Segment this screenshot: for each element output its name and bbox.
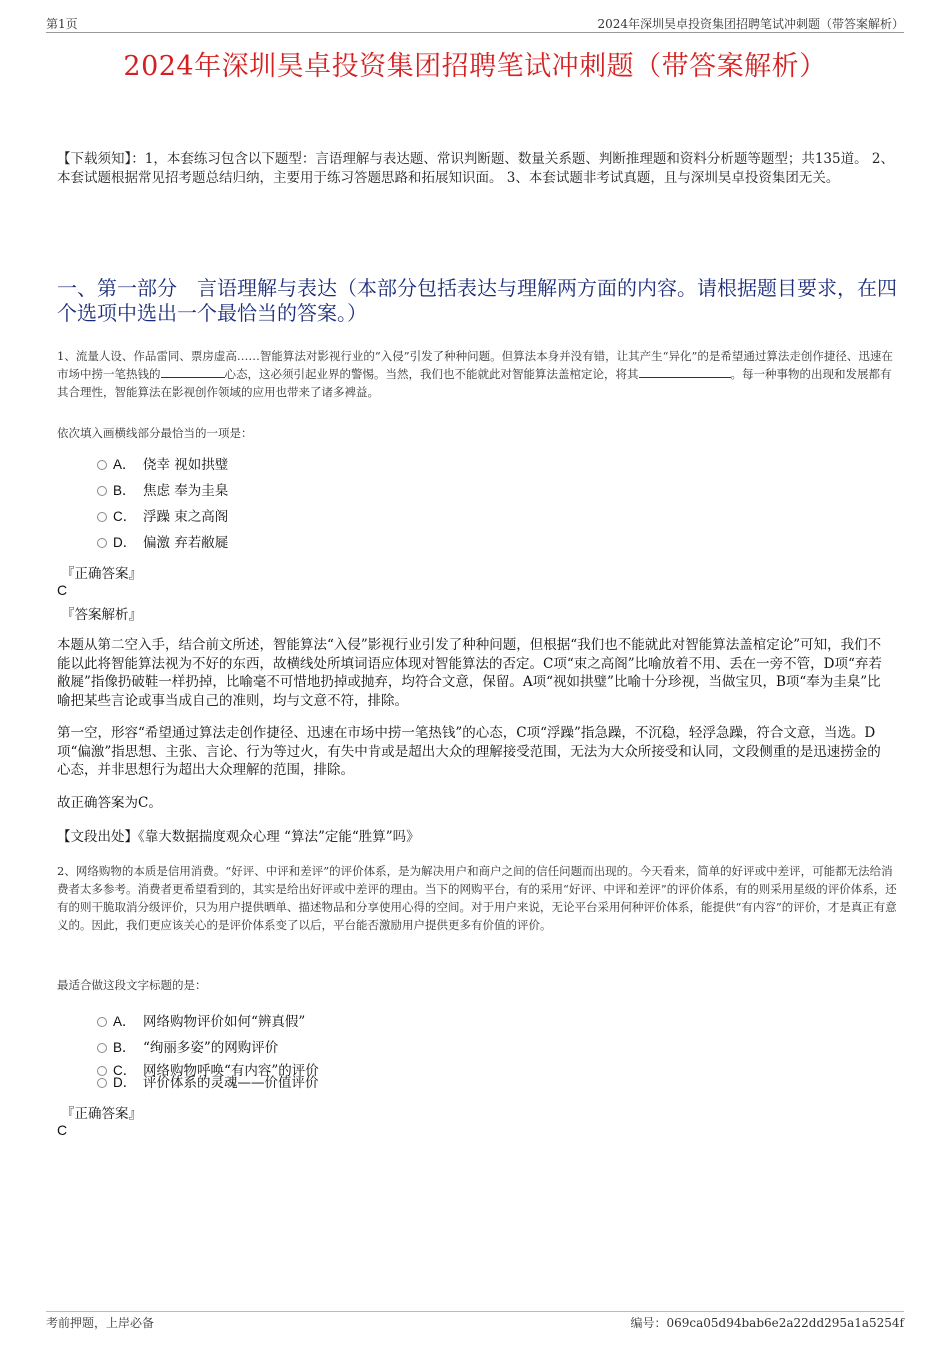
question-1-prompt: 依次填入画横线部分最恰当的一项是： [57, 426, 253, 440]
footer-serial: 编号：069ca05d94bab6e2a22dd295a1a5254f [630, 1316, 904, 1330]
question-1-text-a: 1、流量人设、作品雷同、票房虚高……智能算法对影视行业的“入侵”引发了种种问题。但算法本身并没有错，让其产生“异化”的是希望通过算法走创作捷径、迅速在市场中捞一笔热钱的 [57, 349, 893, 381]
page-number: 第1页 [46, 17, 78, 31]
radio-icon[interactable] [97, 512, 107, 522]
radio-icon[interactable] [97, 486, 107, 496]
analysis-conclusion: 故正确答案为C。 [57, 795, 162, 811]
option-letter: B． [113, 483, 136, 498]
option-letter: A． [113, 1014, 136, 1029]
download-notice: 【下载须知】：1，本套练习包含以下题型：言语理解与表达题、常识判断题、数量关系题、判断推理题和资料分析题等题型；共135道。 2、本套试题根据常见招考题总结归纳，主要用于练习答题思路和拓展知识面。 3、本套试题非考试真题，且与深圳昊卓投资集团无关。 [57, 151, 894, 186]
option-text: “绚丽多姿”的网购评价 [143, 1040, 279, 1056]
option-text: 评价体系的灵魂——价值评价 [143, 1075, 319, 1091]
option-letter: D． [113, 535, 137, 550]
question-2-stem: 2、网络购物的本质是信用消费。“好评、中评和差评”的评价体系，是为解决用户和商户之间的信任问题而出现的。今天看来，简单的好评或中差评，可能都无法给消费者太多参考。消费者更希望看到的，其实是给出好评或中差评的理由。当下的网购平台，有的采用“好评、中评和差评”的评价体系，有的则采用星级的评价体系，还有的则干脆取消分级评价，只为用户提供晒单、描述物品和分享使用心得的空间。对于用户来说，无论平台采用何种评价体系，能提供“有内容”的评价，才是真正有意义的。因此，我们更应该关心的是评价体系变了以后，平台能否激励用户提供更多有价值的评价。 [57, 864, 897, 932]
option-2d[interactable] [97, 1073, 319, 1093]
radio-icon[interactable] [97, 460, 107, 470]
analysis-paragraph-2: 第一空，形容“希望通过算法走创作捷径、迅速在市场中捞一笔热钱”的心态，C项“浮躁”指急躁，不沉稳，轻浮急躁，符合文意，当选。D项“偏激”指思想、主张、言论、行为等过火，有失中肯或是超出大众的理解接受范围，无法为大众所接受和认同，文段侧重的是迅速捞金的心态，并非思想行为超出大众理解的范围，排除。 [57, 725, 881, 778]
option-1d[interactable] [97, 533, 228, 553]
option-text: 偏激 弃若敝屣 [143, 535, 229, 551]
radio-icon[interactable] [97, 1017, 107, 1027]
option-2a[interactable] [97, 1012, 305, 1032]
option-1a[interactable] [97, 455, 228, 475]
footer-slogan: 考前押题，上岸必备 [46, 1316, 155, 1330]
option-text: 侥幸 视如拱璧 [143, 457, 229, 473]
question-2-prompt: 最适合做这段文字标题的是： [57, 978, 207, 992]
option-letter: C． [113, 509, 137, 524]
answer-value-1: C [57, 582, 68, 598]
question-1-text-c: 。每一种事物的出现和发展都有其合理性，智能算法在影视创作领域的应用也带来了诸多裨益。 [57, 367, 892, 399]
option-text: 网络购物呼唤“有内容”的评价 [143, 1063, 319, 1079]
passage-source: 【文段出处】《靠大数据揣度观众心理 “算法”定能“胜算”吗》 [57, 829, 420, 845]
option-letter: A． [113, 457, 136, 472]
footer-rule [46, 1311, 904, 1312]
section-heading: 一、第一部分 言语理解与表达（本部分包括表达与理解两方面的内容。请根据题目要求，在四个选项中选出一个最恰当的答案。） [57, 276, 897, 325]
running-title: 2024年深圳昊卓投资集团招聘笔试冲刺题（带答案解析） [597, 17, 904, 31]
analysis-label-1: 『答案解析』 [61, 607, 142, 623]
option-text: 浮躁 束之高阁 [143, 509, 229, 525]
analysis-paragraph-1: 本题从第二空入手，结合前文所述，智能算法“入侵”影视行业引发了种种问题，但根据“我们也不能就此对智能算法盖棺定论”可知，我们不能以此将智能算法视为不好的东西，故横线处所填词语应体现对智能算法的否定。C项“束之高阁”比喻放着不用、丢在一旁不管，D项“弃若敝屣”指像扔破鞋一样扔掉，比喻毫不可惜地扔掉或抛弃，均符合文意，保留。A项“视如拱璧”比喻十分珍视，当做宝贝，B项“奉为圭臬”比喻把某些言论或事当成自己的准则，均与文意不符，排除。 [57, 637, 882, 709]
option-1c[interactable] [97, 507, 228, 527]
option-letter: C． [113, 1063, 137, 1078]
fill-blank-2 [639, 366, 731, 378]
option-text: 焦虑 奉为圭臬 [143, 483, 229, 499]
question-1-stem [57, 347, 897, 401]
page-title: 2024年深圳昊卓投资集团招聘笔试冲刺题（带答案解析） [123, 51, 827, 82]
option-1b[interactable] [97, 481, 228, 501]
radio-icon[interactable] [97, 1043, 107, 1053]
radio-icon[interactable] [97, 1078, 107, 1088]
radio-icon[interactable] [97, 538, 107, 548]
option-letter: D． [113, 1075, 137, 1090]
question-1-text-b: 心态，这必须引起业界的警惕。当然，我们也不能就此对智能算法盖棺定论，将其 [224, 367, 639, 381]
answer-label-1: 『正确答案』 [61, 566, 142, 582]
option-text: 网络购物评价如何“辨真假” [143, 1014, 306, 1030]
fill-blank-1 [161, 366, 225, 378]
option-letter: B． [113, 1040, 136, 1055]
header-rule [46, 32, 904, 33]
answer-label-2: 『正确答案』 [61, 1106, 142, 1122]
option-2b[interactable] [97, 1038, 278, 1058]
answer-value-2: C [57, 1122, 68, 1138]
